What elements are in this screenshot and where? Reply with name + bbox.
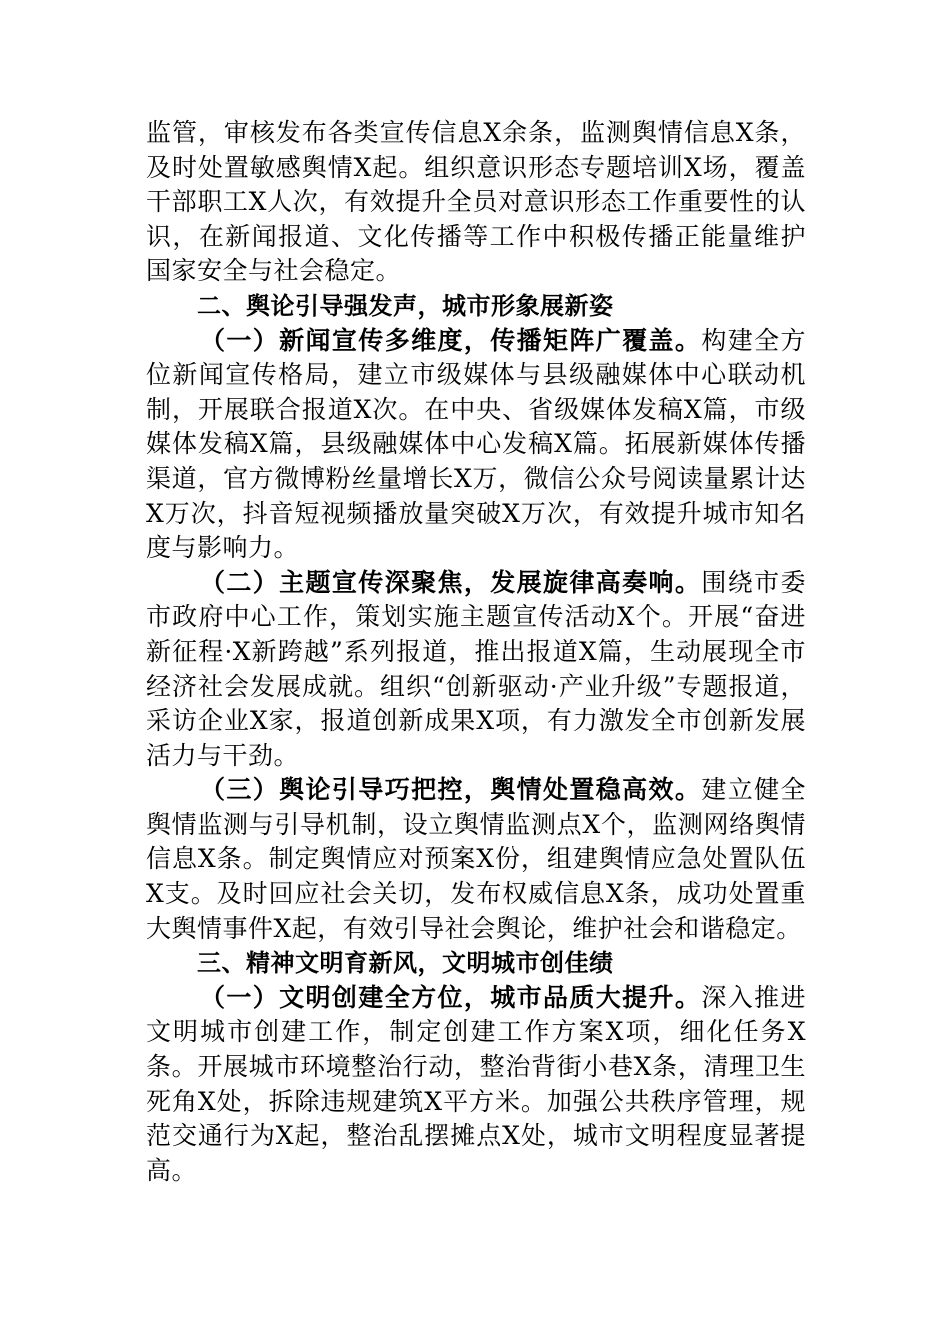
paragraph-text: 构建全方位新闻宣传格局，建立市级媒体与县级融媒体中心联动机制，开展联合报道X次。在中央、省级媒体发稿X篇，市级媒体发稿X篇，县级融媒体中心发稿X篇。拓展新媒体传播渠道，官方微博粉丝量增长X万，微信公众号阅读量累计达X万次，抖音短视频播放量突破X万次，有效提升城市知名度与影响力。	[146, 325, 806, 563]
subsection-lead: （三）舆论引导巧把控，舆情处置稳高效。	[200, 775, 702, 805]
subsection-paragraph-2-2	[146, 566, 806, 774]
subsection-lead: （一）文明创建全方位，城市品质大提升。	[200, 982, 702, 1012]
document-page	[146, 116, 806, 1188]
subsection-paragraph-2-3	[146, 773, 806, 946]
section-heading-3: 三、精神文明育新风，文明城市创佳绩	[197, 949, 614, 978]
paragraph-text: 监管，审核发布各类宣传信息X余条，监测舆情信息X条，及时处置敏感舆情X起。组织意识形态专题培训X场，覆盖干部职工X人次，有效提升全员对意识形态工作重要性的认识，在新闻报道、文化传播等工作中积极传播正能量维护国家安全与社会稳定。	[146, 118, 806, 286]
subsection-paragraph-3-1	[146, 981, 806, 1189]
paragraph-text: 深入推进文明城市创建工作，制定创建工作方案X项，细化任务X条。开展城市环境整治行动，整治背街小巷X条，清理卫生死角X处，拆除违规建筑X平方米。加强公共秩序管理，规范交通行为X起，整治乱摆摊点X处，城市文明程度显著提高。	[146, 982, 806, 1185]
subsection-lead: （二）主题宣传深聚焦，发展旋律高奏响。	[200, 567, 702, 597]
paragraph-text: 建立健全舆情监测与引导机制，设立舆情监测点X个，监测网络舆情信息X条。制定舆情应对预案X份，组建舆情应急处置队伍X支。及时回应社会关切，发布权威信息X条，成功处置重大舆情事件X起，有效引导社会舆论，维护社会和谐稳定。	[146, 775, 806, 943]
subsection-lead: （一）新闻宣传多维度，传播矩阵广覆盖。	[200, 325, 702, 355]
subsection-paragraph-2-1	[146, 324, 806, 566]
body-paragraph-1	[146, 116, 806, 289]
paragraph-text: 围绕市委市政府中心工作，策划实施主题宣传活动X个。开展“奋进新征程·X新跨越”系列报道，推出报道X篇，生动展现全市经济社会发展成就。组织“创新驱动·产业升级”专题报道，采访企业X家，报道创新成果X项，有力激发全市创新发展活力与干劲。	[146, 567, 806, 770]
section-heading-2: 二、舆论引导强发声，城市形象展新姿	[197, 291, 614, 320]
